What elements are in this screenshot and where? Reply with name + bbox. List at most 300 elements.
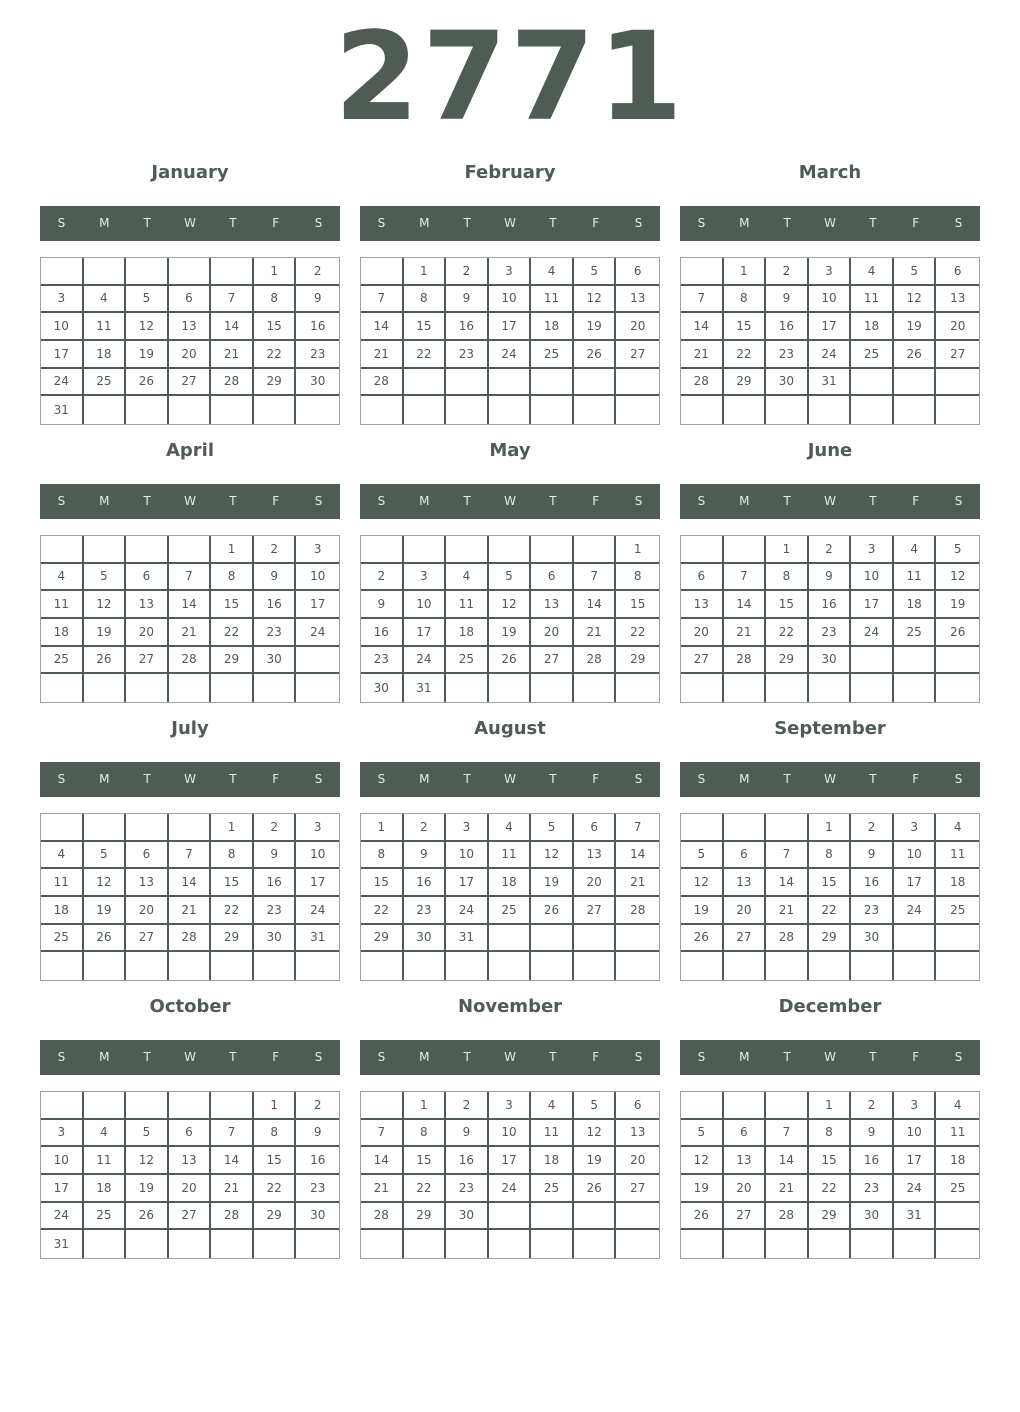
day-cell: 17 — [41, 1175, 84, 1203]
day-cell — [894, 647, 937, 675]
day-cell: 26 — [574, 1175, 617, 1203]
day-cell — [126, 396, 169, 424]
day-cell: 30 — [296, 1203, 339, 1231]
day-cell — [41, 952, 84, 980]
day-cell: 21 — [361, 1175, 404, 1203]
day-cell: 16 — [254, 591, 297, 619]
day-cell: 5 — [681, 842, 724, 870]
day-cell: 21 — [211, 1175, 254, 1203]
day-cell: 13 — [616, 286, 659, 314]
day-cell: 16 — [809, 591, 852, 619]
day-cell: 24 — [809, 341, 852, 369]
month-title: May — [489, 440, 531, 461]
month-title: August — [474, 718, 546, 739]
day-cell: 21 — [766, 897, 809, 925]
day-cell: 26 — [84, 925, 127, 953]
day-cell: 9 — [446, 1120, 489, 1148]
day-cell: 28 — [616, 897, 659, 925]
weekday-label: M — [739, 494, 750, 508]
day-cell: 24 — [851, 619, 894, 647]
day-cell: 4 — [936, 1092, 979, 1120]
day-cell: 6 — [169, 1120, 212, 1148]
day-cell: 20 — [126, 619, 169, 647]
day-cell: 16 — [766, 313, 809, 341]
day-cell — [616, 1203, 659, 1231]
weekday-label: S — [314, 216, 323, 230]
day-cell: 23 — [254, 619, 297, 647]
day-cell: 12 — [681, 869, 724, 897]
day-cell — [211, 396, 254, 424]
day-cell: 22 — [254, 341, 297, 369]
weekday-label: S — [634, 494, 643, 508]
day-cell: 4 — [894, 536, 937, 564]
weekday-header — [360, 762, 660, 797]
weekday-label: T — [229, 494, 237, 508]
day-cell: 18 — [84, 1175, 127, 1203]
day-cell: 1 — [809, 814, 852, 842]
day-cell: 29 — [809, 925, 852, 953]
day-cell: 3 — [489, 258, 532, 286]
day-cell: 5 — [894, 258, 937, 286]
day-cell: 29 — [211, 647, 254, 675]
day-cell — [681, 1092, 724, 1120]
day-grid — [360, 1091, 660, 1259]
day-cell: 9 — [361, 591, 404, 619]
day-cell: 20 — [681, 619, 724, 647]
day-cell — [936, 1230, 979, 1258]
day-cell: 9 — [296, 286, 339, 314]
day-cell: 7 — [211, 1120, 254, 1148]
day-cell: 21 — [361, 341, 404, 369]
weekday-header — [40, 484, 340, 519]
day-cell: 13 — [169, 1147, 212, 1175]
day-cell — [84, 814, 127, 842]
day-cell: 8 — [724, 286, 767, 314]
day-cell: 19 — [936, 591, 979, 619]
day-cell: 31 — [446, 925, 489, 953]
weekday-label: M — [419, 772, 430, 786]
day-cell: 5 — [84, 842, 127, 870]
day-cell: 6 — [936, 258, 979, 286]
day-cell — [296, 1230, 339, 1258]
day-cell: 17 — [489, 1147, 532, 1175]
day-cell: 25 — [41, 925, 84, 953]
day-cell: 25 — [936, 897, 979, 925]
day-cell — [404, 396, 447, 424]
weekday-header — [40, 1040, 340, 1075]
day-cell — [361, 396, 404, 424]
month-title: February — [464, 162, 556, 183]
day-cell — [766, 952, 809, 980]
day-cell — [531, 369, 574, 397]
day-cell — [894, 396, 937, 424]
day-cell: 13 — [616, 1120, 659, 1148]
day-cell — [936, 647, 979, 675]
day-cell — [404, 1230, 447, 1258]
day-cell: 4 — [41, 564, 84, 592]
day-cell — [296, 396, 339, 424]
day-cell — [446, 369, 489, 397]
day-cell: 1 — [404, 258, 447, 286]
day-cell: 12 — [126, 313, 169, 341]
day-cell: 27 — [936, 341, 979, 369]
month-title: November — [457, 996, 563, 1017]
day-cell: 30 — [766, 369, 809, 397]
day-cell: 5 — [126, 1120, 169, 1148]
day-cell: 10 — [41, 1147, 84, 1175]
day-cell: 23 — [446, 1175, 489, 1203]
month-title: September — [774, 718, 886, 739]
weekday-label: F — [592, 494, 600, 508]
weekday-label: W — [824, 772, 836, 786]
day-cell — [361, 952, 404, 980]
day-cell: 11 — [41, 591, 84, 619]
day-cell: 11 — [936, 1120, 979, 1148]
day-cell: 13 — [169, 313, 212, 341]
day-cell: 19 — [681, 897, 724, 925]
weekday-label: S — [697, 216, 706, 230]
day-cell: 9 — [851, 1120, 894, 1148]
day-cell: 23 — [254, 897, 297, 925]
day-cell: 25 — [936, 1175, 979, 1203]
day-cell: 15 — [254, 1147, 297, 1175]
weekday-label: S — [57, 216, 66, 230]
day-cell: 8 — [616, 564, 659, 592]
day-cell: 18 — [84, 341, 127, 369]
day-cell: 14 — [211, 1147, 254, 1175]
day-cell — [41, 1092, 84, 1120]
weekday-label: M — [739, 772, 750, 786]
weekday-label: T — [229, 772, 237, 786]
day-cell — [936, 674, 979, 702]
day-cell: 29 — [616, 647, 659, 675]
day-cell: 29 — [254, 369, 297, 397]
day-cell: 16 — [254, 869, 297, 897]
weekday-label: S — [57, 772, 66, 786]
day-cell: 27 — [169, 369, 212, 397]
day-cell: 22 — [361, 897, 404, 925]
weekday-label: F — [912, 216, 920, 230]
day-cell: 10 — [489, 1120, 532, 1148]
day-cell: 14 — [169, 591, 212, 619]
day-cell — [169, 814, 212, 842]
day-cell: 3 — [404, 564, 447, 592]
day-cell — [84, 1230, 127, 1258]
day-cell: 3 — [851, 536, 894, 564]
day-cell: 27 — [681, 647, 724, 675]
weekday-label: F — [912, 772, 920, 786]
day-cell: 20 — [531, 619, 574, 647]
weekday-label: T — [143, 772, 151, 786]
day-cell: 22 — [211, 619, 254, 647]
day-cell: 22 — [404, 341, 447, 369]
day-cell — [681, 952, 724, 980]
day-cell: 25 — [446, 647, 489, 675]
day-cell — [681, 674, 724, 702]
day-cell — [254, 1230, 297, 1258]
month-november — [360, 992, 660, 1262]
day-cell: 12 — [681, 1147, 724, 1175]
day-cell: 3 — [41, 286, 84, 314]
day-cell — [84, 674, 127, 702]
day-cell — [766, 1092, 809, 1120]
day-cell: 4 — [84, 1120, 127, 1148]
day-cell: 15 — [766, 591, 809, 619]
month-title: October — [149, 996, 231, 1017]
day-cell: 6 — [126, 842, 169, 870]
weekday-label: W — [824, 1050, 836, 1064]
day-cell — [169, 1092, 212, 1120]
weekday-header — [40, 762, 340, 797]
day-cell — [169, 1230, 212, 1258]
day-cell: 6 — [681, 564, 724, 592]
weekday-label: T — [463, 1050, 471, 1064]
day-cell: 19 — [84, 619, 127, 647]
month-title: January — [151, 162, 229, 183]
weekday-label: F — [912, 494, 920, 508]
day-cell: 3 — [296, 814, 339, 842]
day-cell: 24 — [894, 897, 937, 925]
day-cell — [489, 925, 532, 953]
day-cell — [936, 925, 979, 953]
day-cell: 9 — [809, 564, 852, 592]
weekday-label: T — [463, 494, 471, 508]
day-cell: 27 — [616, 1175, 659, 1203]
day-cell: 8 — [766, 564, 809, 592]
weekday-label: T — [229, 1050, 237, 1064]
day-cell: 20 — [616, 1147, 659, 1175]
day-grid — [40, 813, 340, 981]
weekday-label: T — [549, 772, 557, 786]
day-cell: 15 — [404, 313, 447, 341]
day-cell: 29 — [766, 647, 809, 675]
weekday-label: T — [869, 216, 877, 230]
day-cell: 11 — [41, 869, 84, 897]
day-cell: 17 — [296, 591, 339, 619]
day-cell: 24 — [489, 1175, 532, 1203]
day-cell: 25 — [84, 1203, 127, 1231]
day-cell: 8 — [809, 1120, 852, 1148]
day-cell: 8 — [809, 842, 852, 870]
day-cell: 28 — [169, 925, 212, 953]
month-july — [40, 714, 340, 984]
day-cell: 19 — [574, 313, 617, 341]
day-cell: 31 — [809, 369, 852, 397]
weekday-label: M — [99, 1050, 110, 1064]
day-cell: 19 — [531, 869, 574, 897]
weekday-header — [40, 206, 340, 241]
day-cell: 20 — [169, 341, 212, 369]
day-cell: 21 — [616, 869, 659, 897]
day-cell: 1 — [766, 536, 809, 564]
day-cell: 21 — [169, 897, 212, 925]
month-title: June — [807, 440, 853, 461]
day-cell: 25 — [894, 619, 937, 647]
weekday-label: W — [824, 494, 836, 508]
day-cell — [254, 674, 297, 702]
day-cell: 20 — [936, 313, 979, 341]
day-cell — [894, 925, 937, 953]
day-cell: 18 — [851, 313, 894, 341]
day-cell — [574, 369, 617, 397]
day-cell — [851, 1230, 894, 1258]
day-cell: 2 — [361, 564, 404, 592]
weekday-label: F — [592, 772, 600, 786]
day-cell: 10 — [446, 842, 489, 870]
day-cell: 16 — [296, 313, 339, 341]
day-cell: 9 — [254, 564, 297, 592]
day-cell: 11 — [894, 564, 937, 592]
weekday-label: W — [504, 216, 516, 230]
day-cell: 7 — [361, 286, 404, 314]
day-cell: 11 — [446, 591, 489, 619]
day-cell — [766, 1230, 809, 1258]
day-cell — [894, 674, 937, 702]
day-cell: 7 — [169, 564, 212, 592]
weekday-label: S — [954, 494, 963, 508]
day-cell: 25 — [489, 897, 532, 925]
day-cell — [724, 1092, 767, 1120]
day-cell: 5 — [681, 1120, 724, 1148]
day-cell: 16 — [851, 869, 894, 897]
day-cell: 19 — [574, 1147, 617, 1175]
day-cell — [169, 258, 212, 286]
day-cell — [169, 536, 212, 564]
day-cell: 20 — [126, 897, 169, 925]
day-cell — [724, 814, 767, 842]
day-cell — [616, 396, 659, 424]
day-cell: 12 — [126, 1147, 169, 1175]
day-cell: 16 — [296, 1147, 339, 1175]
day-cell — [766, 674, 809, 702]
day-cell: 13 — [724, 869, 767, 897]
day-grid — [360, 535, 660, 703]
day-cell: 1 — [211, 814, 254, 842]
day-cell: 20 — [724, 897, 767, 925]
weekday-label: F — [272, 216, 280, 230]
day-cell: 9 — [766, 286, 809, 314]
day-cell: 22 — [809, 897, 852, 925]
weekday-label: W — [824, 216, 836, 230]
day-cell: 22 — [809, 1175, 852, 1203]
day-cell — [616, 925, 659, 953]
day-cell: 25 — [531, 1175, 574, 1203]
day-cell: 30 — [254, 925, 297, 953]
day-cell: 25 — [851, 341, 894, 369]
day-cell: 1 — [254, 1092, 297, 1120]
weekday-label: F — [912, 1050, 920, 1064]
day-cell — [616, 1230, 659, 1258]
day-cell: 14 — [361, 313, 404, 341]
day-cell — [211, 1092, 254, 1120]
day-cell: 14 — [766, 869, 809, 897]
day-cell: 20 — [574, 869, 617, 897]
day-cell: 31 — [41, 1230, 84, 1258]
day-cell — [531, 925, 574, 953]
day-cell: 13 — [126, 869, 169, 897]
day-cell — [681, 396, 724, 424]
day-cell — [809, 952, 852, 980]
day-cell — [724, 536, 767, 564]
day-cell: 11 — [851, 286, 894, 314]
weekday-label: S — [57, 494, 66, 508]
day-cell: 30 — [404, 925, 447, 953]
day-cell: 4 — [41, 842, 84, 870]
day-cell: 3 — [809, 258, 852, 286]
day-cell — [574, 1230, 617, 1258]
day-cell: 15 — [616, 591, 659, 619]
day-cell: 17 — [809, 313, 852, 341]
day-cell: 28 — [574, 647, 617, 675]
day-cell: 15 — [809, 1147, 852, 1175]
weekday-label: W — [504, 494, 516, 508]
day-cell — [766, 814, 809, 842]
day-cell: 29 — [361, 925, 404, 953]
day-cell — [574, 536, 617, 564]
day-cell: 17 — [894, 869, 937, 897]
weekday-label: S — [697, 1050, 706, 1064]
day-cell: 3 — [894, 1092, 937, 1120]
day-cell: 30 — [809, 647, 852, 675]
weekday-label: S — [954, 216, 963, 230]
weekday-label: T — [549, 1050, 557, 1064]
day-cell: 20 — [724, 1175, 767, 1203]
day-cell: 14 — [361, 1147, 404, 1175]
day-cell: 12 — [574, 1120, 617, 1148]
weekday-label: T — [143, 494, 151, 508]
day-cell: 28 — [361, 1203, 404, 1231]
day-cell: 29 — [254, 1203, 297, 1231]
day-cell: 16 — [361, 619, 404, 647]
day-cell: 6 — [126, 564, 169, 592]
day-cell: 27 — [616, 341, 659, 369]
day-grid — [360, 257, 660, 425]
day-cell: 10 — [404, 591, 447, 619]
day-cell: 24 — [41, 1203, 84, 1231]
day-cell: 24 — [296, 897, 339, 925]
day-cell: 4 — [851, 258, 894, 286]
month-march — [680, 158, 980, 428]
day-cell — [809, 674, 852, 702]
day-cell: 24 — [446, 897, 489, 925]
day-cell: 2 — [851, 1092, 894, 1120]
day-cell: 5 — [574, 1092, 617, 1120]
day-cell — [724, 1230, 767, 1258]
day-cell — [361, 536, 404, 564]
weekday-label: F — [592, 1050, 600, 1064]
weekday-header — [680, 484, 980, 519]
day-cell: 15 — [254, 313, 297, 341]
month-january — [40, 158, 340, 428]
day-cell: 18 — [489, 869, 532, 897]
day-cell — [361, 1230, 404, 1258]
day-cell — [851, 952, 894, 980]
day-cell: 27 — [169, 1203, 212, 1231]
weekday-label: M — [419, 1050, 430, 1064]
day-cell: 2 — [446, 1092, 489, 1120]
day-cell: 23 — [361, 647, 404, 675]
day-cell: 12 — [936, 564, 979, 592]
day-cell: 24 — [41, 369, 84, 397]
weekday-label: M — [739, 1050, 750, 1064]
day-grid — [40, 257, 340, 425]
day-cell: 22 — [616, 619, 659, 647]
weekday-label: T — [869, 772, 877, 786]
day-cell: 29 — [211, 925, 254, 953]
day-cell — [84, 1092, 127, 1120]
day-cell: 9 — [851, 842, 894, 870]
weekday-label: M — [739, 216, 750, 230]
